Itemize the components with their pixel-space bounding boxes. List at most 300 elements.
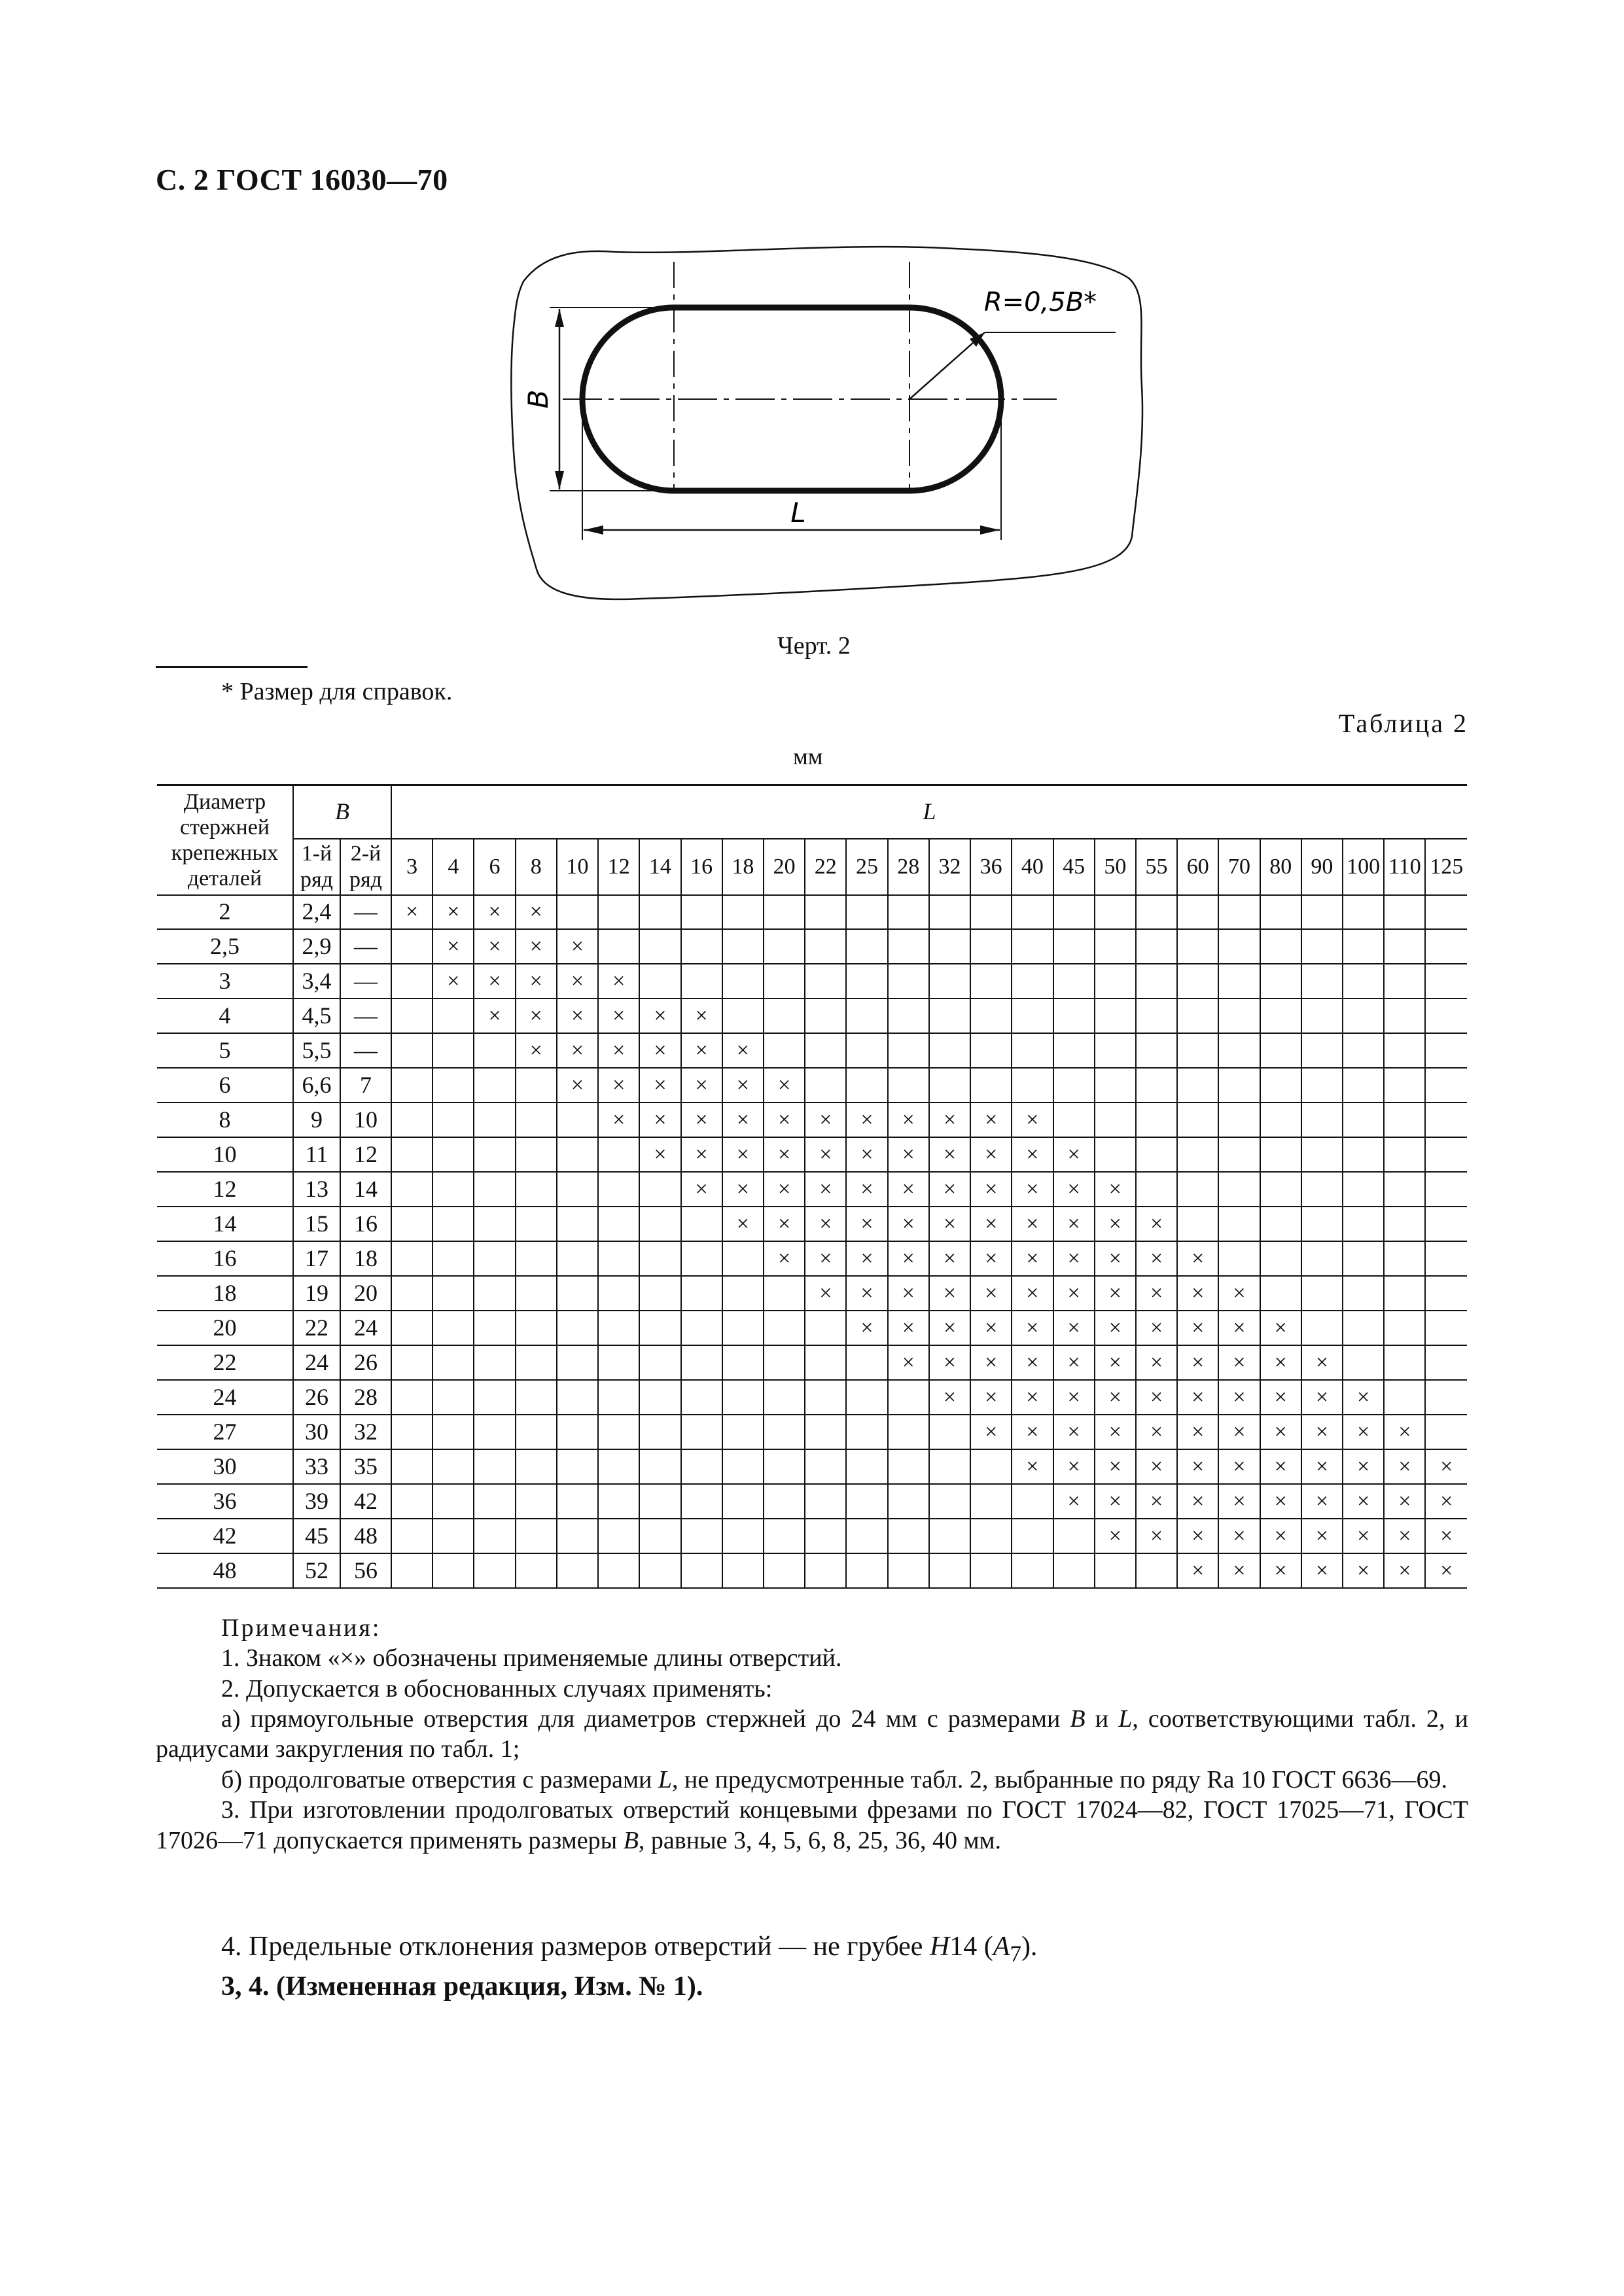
cell-empty — [805, 1484, 846, 1519]
cell-empty — [1218, 1172, 1260, 1207]
header-l-value: 28 — [888, 839, 929, 895]
cell-empty — [888, 1033, 929, 1068]
cell-empty — [598, 929, 639, 964]
cell-empty — [764, 1345, 805, 1380]
cell-empty — [598, 1241, 639, 1276]
cell-empty — [1136, 1553, 1177, 1588]
cell-diameter: 6 — [157, 1068, 293, 1103]
cell-empty — [1260, 895, 1301, 930]
cell-b-row2: 32 — [340, 1415, 391, 1449]
header-l: L — [391, 785, 1467, 839]
cell-empty — [1343, 1137, 1384, 1172]
note-2b: б) продолговатые отверстия с размерами L, не предусмотренные табл. 2, выбранные по ряду Ra 10 ГОСТ 6636—69. — [221, 1765, 1448, 1793]
cell-applicable-mark: × — [432, 895, 474, 930]
header-l-value: 32 — [929, 839, 970, 895]
cell-diameter: 27 — [157, 1415, 293, 1449]
cell-applicable-mark: × — [1053, 1345, 1095, 1380]
cell-empty — [1301, 1172, 1343, 1207]
cell-empty — [516, 1172, 557, 1207]
table-units: мм — [793, 743, 823, 769]
cell-empty — [1053, 929, 1095, 964]
cell-empty — [516, 1553, 557, 1588]
cell-empty — [1301, 998, 1343, 1033]
cell-empty — [805, 1311, 846, 1345]
cell-empty — [474, 1553, 515, 1588]
cell-applicable-mark: × — [1095, 1380, 1136, 1415]
cell-empty — [432, 1345, 474, 1380]
cell-b-row1: 30 — [293, 1415, 340, 1449]
cell-applicable-mark: × — [1012, 1241, 1053, 1276]
cell-applicable-mark: × — [1425, 1484, 1467, 1519]
cell-empty — [598, 1137, 639, 1172]
cell-empty — [557, 1172, 598, 1207]
cell-empty — [598, 1484, 639, 1519]
cell-empty — [1343, 1033, 1384, 1068]
cell-applicable-mark: × — [1218, 1276, 1260, 1311]
cell-empty — [1384, 1311, 1425, 1345]
header-l-value: 16 — [681, 839, 722, 895]
cell-empty — [557, 1484, 598, 1519]
cell-applicable-mark: × — [1384, 1519, 1425, 1553]
cell-applicable-mark: × — [1136, 1241, 1177, 1276]
cell-empty — [1095, 1137, 1136, 1172]
cell-empty — [722, 1345, 764, 1380]
cell-empty — [639, 1241, 680, 1276]
table-row — [157, 1172, 1467, 1207]
cell-applicable-mark: × — [846, 1241, 887, 1276]
cell-applicable-mark: × — [722, 1207, 764, 1241]
cell-empty — [1343, 929, 1384, 964]
cell-empty — [391, 1033, 432, 1068]
cell-empty — [764, 1519, 805, 1553]
cell-empty — [1260, 1068, 1301, 1103]
header-l-value: 4 — [432, 839, 474, 895]
table-row — [157, 1380, 1467, 1415]
cell-applicable-mark: × — [805, 1137, 846, 1172]
cell-empty — [805, 1519, 846, 1553]
cell-b-row1: 13 — [293, 1172, 340, 1207]
cell-empty — [764, 929, 805, 964]
cell-applicable-mark: × — [474, 929, 515, 964]
cell-empty — [1301, 1311, 1343, 1345]
cell-empty — [888, 1484, 929, 1519]
cell-empty — [888, 1519, 929, 1553]
cell-empty — [557, 1137, 598, 1172]
cell-empty — [681, 1553, 722, 1588]
header-b: B — [293, 785, 391, 839]
cell-empty — [1136, 1172, 1177, 1207]
cell-empty — [681, 895, 722, 930]
cell-empty — [722, 1380, 764, 1415]
cell-applicable-mark: × — [929, 1380, 970, 1415]
cell-empty — [1343, 895, 1384, 930]
cell-applicable-mark: × — [681, 1103, 722, 1137]
cell-applicable-mark: × — [722, 1137, 764, 1172]
cell-empty — [929, 1033, 970, 1068]
cell-empty — [1012, 1068, 1053, 1103]
cell-empty — [722, 1519, 764, 1553]
cell-empty — [391, 1553, 432, 1588]
arrow-b-top — [555, 309, 564, 327]
table-label: Таблица 2 — [1338, 709, 1468, 738]
cell-applicable-mark: × — [1301, 1484, 1343, 1519]
cell-empty — [1343, 1311, 1384, 1345]
cell-empty — [1136, 1068, 1177, 1103]
cell-b-row1: 17 — [293, 1241, 340, 1276]
cell-applicable-mark: × — [639, 1068, 680, 1103]
cell-applicable-mark: × — [557, 929, 598, 964]
cell-empty — [474, 1484, 515, 1519]
cell-empty — [764, 1380, 805, 1415]
table-row — [157, 1415, 1467, 1449]
cell-empty — [639, 1311, 680, 1345]
cell-applicable-mark: × — [888, 1207, 929, 1241]
cell-empty — [1218, 929, 1260, 964]
cell-empty — [888, 1415, 929, 1449]
cell-applicable-mark: × — [1177, 1553, 1218, 1588]
cell-empty — [970, 1033, 1012, 1068]
cell-empty — [557, 1553, 598, 1588]
cell-empty — [516, 1380, 557, 1415]
cell-empty — [474, 1241, 515, 1276]
cell-empty — [1425, 1276, 1467, 1311]
cell-empty — [1384, 1380, 1425, 1415]
cell-applicable-mark: × — [598, 964, 639, 998]
cell-applicable-mark: × — [888, 1345, 929, 1380]
cell-empty — [1012, 964, 1053, 998]
cell-applicable-mark: × — [639, 998, 680, 1033]
cell-applicable-mark: × — [516, 964, 557, 998]
cell-empty — [846, 1553, 887, 1588]
requirement-4: 4. Предельные отклонения размеров отверстий — не грубее H14 $(A_7)$. — [221, 1932, 1038, 1967]
cell-empty — [888, 895, 929, 930]
cell-empty — [929, 1553, 970, 1588]
cell-applicable-mark: × — [970, 1172, 1012, 1207]
cell-empty — [1425, 1103, 1467, 1137]
cell-applicable-mark: × — [888, 1241, 929, 1276]
cell-applicable-mark: × — [929, 1137, 970, 1172]
cell-applicable-mark: × — [598, 998, 639, 1033]
cell-b-row2: 26 — [340, 1345, 391, 1380]
cell-empty — [432, 1068, 474, 1103]
cell-applicable-mark: × — [1260, 1484, 1301, 1519]
note-3: 3. При изготовлении продолговатых отверстий концевыми фрезами по ГОСТ 17024—82, ГОСТ 17025—71, ГОСТ 17026—71 допускается применять размеры B, равные 3, 4, 5, 6, 8, 25, 36, 40 мм. — [156, 1796, 1468, 1854]
header-l-value: 40 — [1012, 839, 1053, 895]
cell-empty — [639, 1415, 680, 1449]
cell-b-row2: 14 — [340, 1172, 391, 1207]
cell-empty — [1425, 1241, 1467, 1276]
cell-empty — [1012, 895, 1053, 930]
cell-b-row1: 33 — [293, 1449, 340, 1484]
notes-heading: Примечания: — [221, 1614, 381, 1642]
cell-applicable-mark: × — [1260, 1415, 1301, 1449]
cell-empty — [846, 1449, 887, 1484]
cell-empty — [1260, 1241, 1301, 1276]
cell-diameter: 5 — [157, 1033, 293, 1068]
header-l-value: 8 — [516, 839, 557, 895]
cell-applicable-mark: × — [929, 1276, 970, 1311]
table-row — [157, 1276, 1467, 1311]
cell-empty — [1343, 1103, 1384, 1137]
cell-b-row1: 22 — [293, 1311, 340, 1345]
cell-empty — [1136, 1033, 1177, 1068]
cell-applicable-mark: × — [1053, 1380, 1095, 1415]
cell-empty — [1260, 1103, 1301, 1137]
cell-empty — [516, 1103, 557, 1137]
cell-applicable-mark: × — [1260, 1311, 1301, 1345]
cell-applicable-mark: × — [1425, 1553, 1467, 1588]
cell-applicable-mark: × — [474, 998, 515, 1033]
cell-applicable-mark: × — [929, 1311, 970, 1345]
cell-applicable-mark: × — [681, 1172, 722, 1207]
cell-empty — [598, 1345, 639, 1380]
header-l-value: 20 — [764, 839, 805, 895]
cell-empty — [764, 1449, 805, 1484]
cell-empty — [432, 1172, 474, 1207]
cell-applicable-mark: × — [1053, 1415, 1095, 1449]
cell-applicable-mark: × — [1177, 1311, 1218, 1345]
cell-empty — [432, 1449, 474, 1484]
cell-applicable-mark: × — [970, 1345, 1012, 1380]
cell-empty — [970, 1449, 1012, 1484]
header-l-value: 36 — [970, 839, 1012, 895]
cell-empty — [1384, 998, 1425, 1033]
cell-applicable-mark: × — [929, 1207, 970, 1241]
cell-empty — [1136, 895, 1177, 930]
cell-applicable-mark: × — [888, 1276, 929, 1311]
cell-applicable-mark: × — [1053, 1137, 1095, 1172]
cell-empty — [1301, 929, 1343, 964]
header-l-value: 125 — [1425, 839, 1467, 895]
cell-empty — [1053, 1519, 1095, 1553]
cell-b-row2: — — [340, 1033, 391, 1068]
cell-empty — [516, 1519, 557, 1553]
cell-empty — [516, 1415, 557, 1449]
cell-applicable-mark: × — [1384, 1415, 1425, 1449]
cell-empty — [598, 1449, 639, 1484]
cell-empty — [722, 1276, 764, 1311]
cell-empty — [557, 1380, 598, 1415]
cell-applicable-mark: × — [970, 1207, 1012, 1241]
cell-empty — [681, 1415, 722, 1449]
cell-empty — [432, 998, 474, 1033]
cell-b-row1: 2,4 — [293, 895, 340, 930]
cell-applicable-mark: × — [1136, 1345, 1177, 1380]
amendment-note: 3, 4. (Измененная редакция, Изм. № 1). — [221, 1971, 703, 2002]
dimensions-table — [157, 784, 1467, 1589]
cell-b-row1: 39 — [293, 1484, 340, 1519]
cell-empty — [516, 1345, 557, 1380]
cell-empty — [639, 1449, 680, 1484]
cell-diameter: 3 — [157, 964, 293, 998]
cell-applicable-mark: × — [970, 1103, 1012, 1137]
cell-diameter: 10 — [157, 1137, 293, 1172]
cell-empty — [1136, 929, 1177, 964]
cell-empty — [1384, 1276, 1425, 1311]
table-row — [157, 1484, 1467, 1519]
cell-applicable-mark: × — [1218, 1553, 1260, 1588]
cell-empty — [1095, 1068, 1136, 1103]
cell-applicable-mark: × — [805, 1172, 846, 1207]
cell-b-row2: 16 — [340, 1207, 391, 1241]
cell-empty — [1260, 1137, 1301, 1172]
cell-empty — [764, 1415, 805, 1449]
cell-b-row2: 42 — [340, 1484, 391, 1519]
cell-empty — [1053, 998, 1095, 1033]
cell-empty — [681, 1449, 722, 1484]
cell-empty — [557, 1449, 598, 1484]
cell-empty — [432, 1519, 474, 1553]
cell-empty — [722, 1553, 764, 1588]
cell-empty — [929, 1068, 970, 1103]
cell-empty — [474, 1172, 515, 1207]
cell-empty — [929, 929, 970, 964]
cell-empty — [557, 895, 598, 930]
cell-applicable-mark: × — [805, 1241, 846, 1276]
cell-empty — [474, 1207, 515, 1241]
cell-applicable-mark: × — [681, 998, 722, 1033]
cell-applicable-mark: × — [1053, 1484, 1095, 1519]
cell-empty — [888, 1449, 929, 1484]
cell-applicable-mark: × — [1177, 1449, 1218, 1484]
cell-empty — [1384, 1207, 1425, 1241]
cell-diameter: 4 — [157, 998, 293, 1033]
cell-empty — [1425, 998, 1467, 1033]
cell-applicable-mark: × — [474, 895, 515, 930]
cell-empty — [391, 1380, 432, 1415]
cell-empty — [1384, 1103, 1425, 1137]
cell-empty — [1384, 1172, 1425, 1207]
cell-empty — [1260, 1172, 1301, 1207]
cell-empty — [846, 1033, 887, 1068]
cell-applicable-mark: × — [474, 964, 515, 998]
cell-diameter: 2 — [157, 895, 293, 930]
cell-diameter: 2,5 — [157, 929, 293, 964]
cell-applicable-mark: × — [1136, 1484, 1177, 1519]
cell-empty — [1177, 964, 1218, 998]
cell-empty — [1177, 998, 1218, 1033]
oblong-hole-drawing — [497, 229, 1152, 615]
cell-applicable-mark: × — [888, 1311, 929, 1345]
cell-empty — [722, 1484, 764, 1519]
cell-empty — [391, 1449, 432, 1484]
cell-empty — [474, 1415, 515, 1449]
cell-empty — [1260, 1033, 1301, 1068]
cell-b-row1: 3,4 — [293, 964, 340, 998]
cell-empty — [516, 1484, 557, 1519]
cell-empty — [1343, 964, 1384, 998]
cell-applicable-mark: × — [970, 1137, 1012, 1172]
cell-applicable-mark: × — [1136, 1207, 1177, 1241]
cell-empty — [1301, 895, 1343, 930]
cell-diameter: 14 — [157, 1207, 293, 1241]
cell-empty — [1095, 964, 1136, 998]
cell-empty — [970, 1519, 1012, 1553]
table-row — [157, 1241, 1467, 1276]
cell-empty — [1218, 1207, 1260, 1241]
cell-diameter: 36 — [157, 1484, 293, 1519]
table-row — [157, 1345, 1467, 1380]
cell-empty — [929, 1449, 970, 1484]
cell-empty — [1218, 998, 1260, 1033]
cell-b-row2: 48 — [340, 1519, 391, 1553]
cell-empty — [764, 998, 805, 1033]
cell-applicable-mark: × — [1095, 1519, 1136, 1553]
cell-empty — [1012, 929, 1053, 964]
cell-empty — [846, 1380, 887, 1415]
cell-empty — [1053, 1553, 1095, 1588]
cell-empty — [764, 1484, 805, 1519]
header-l-value: 12 — [598, 839, 639, 895]
cell-applicable-mark: × — [970, 1415, 1012, 1449]
cell-empty — [1425, 1345, 1467, 1380]
cell-empty — [1384, 1345, 1425, 1380]
cell-empty — [888, 1553, 929, 1588]
cell-applicable-mark: × — [888, 1137, 929, 1172]
cell-applicable-mark: × — [1012, 1172, 1053, 1207]
cell-applicable-mark: × — [1177, 1345, 1218, 1380]
cell-applicable-mark: × — [1260, 1553, 1301, 1588]
cell-applicable-mark: × — [1095, 1276, 1136, 1311]
cell-empty — [432, 1484, 474, 1519]
cell-applicable-mark: × — [1177, 1276, 1218, 1311]
cell-empty — [516, 1449, 557, 1484]
cell-empty — [1136, 998, 1177, 1033]
cell-empty — [1260, 964, 1301, 998]
cell-empty — [474, 1033, 515, 1068]
cell-empty — [722, 1241, 764, 1276]
cell-empty — [764, 1311, 805, 1345]
cell-empty — [516, 1311, 557, 1345]
cell-applicable-mark: × — [1260, 1345, 1301, 1380]
cell-applicable-mark: × — [1343, 1415, 1384, 1449]
radius-label: R=0,5B* — [983, 287, 1097, 317]
cell-empty — [474, 1311, 515, 1345]
cell-applicable-mark: × — [1425, 1449, 1467, 1484]
cell-empty — [1260, 1207, 1301, 1241]
cell-applicable-mark: × — [1218, 1519, 1260, 1553]
cell-empty — [1425, 929, 1467, 964]
cell-empty — [557, 1241, 598, 1276]
cell-empty — [1177, 1172, 1218, 1207]
header-l-value: 6 — [474, 839, 515, 895]
cell-applicable-mark: × — [764, 1137, 805, 1172]
cell-empty — [598, 1553, 639, 1588]
cell-empty — [557, 1276, 598, 1311]
cell-empty — [846, 1484, 887, 1519]
cell-empty — [516, 1068, 557, 1103]
cell-applicable-mark: × — [1218, 1311, 1260, 1345]
cell-empty — [805, 964, 846, 998]
cell-applicable-mark: × — [970, 1311, 1012, 1345]
cell-applicable-mark: × — [846, 1207, 887, 1241]
note-2a: а) прямоугольные отверстия для диаметров стержней до 24 мм с размерами B и L, соответствующими табл. 2, и радиусами закругления по табл. 1; — [156, 1705, 1468, 1763]
cell-empty — [764, 1276, 805, 1311]
cell-empty — [598, 1311, 639, 1345]
cell-b-row2: 56 — [340, 1553, 391, 1588]
cell-empty — [1301, 1068, 1343, 1103]
note-2: 2. Допускается в обоснованных случаях применять: — [221, 1674, 773, 1703]
header-l-value: 50 — [1095, 839, 1136, 895]
header-b-row1: 1-й ряд — [293, 839, 340, 895]
cell-applicable-mark: × — [681, 1137, 722, 1172]
cell-empty — [598, 1207, 639, 1241]
cell-b-row1: 4,5 — [293, 998, 340, 1033]
cell-applicable-mark: × — [1053, 1311, 1095, 1345]
cell-applicable-mark: × — [1384, 1484, 1425, 1519]
cell-empty — [639, 964, 680, 998]
cell-applicable-mark: × — [557, 1068, 598, 1103]
